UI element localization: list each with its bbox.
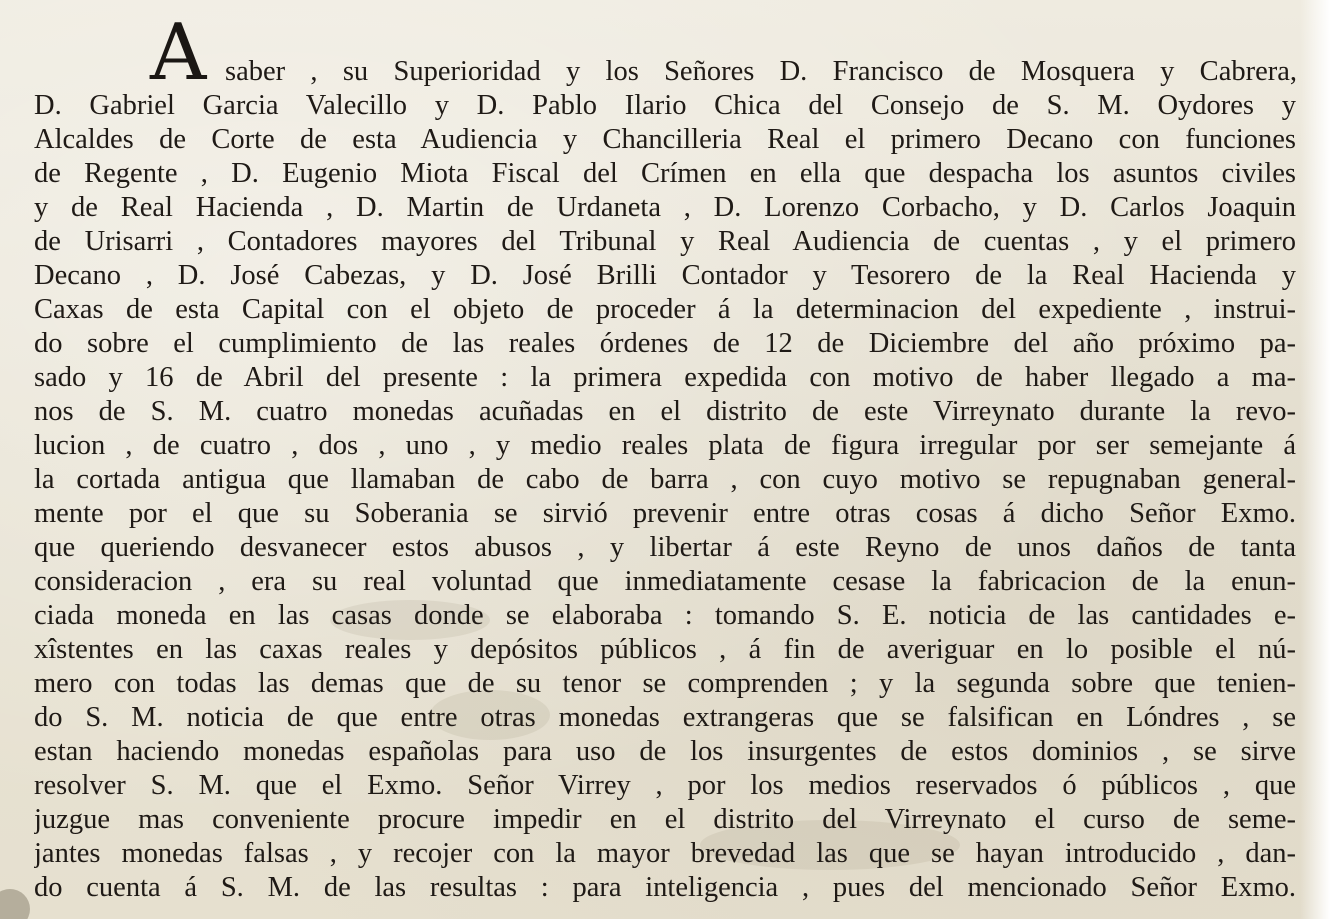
text-line: nos de S. M. cuatro monedas acuñadas en el distrito de este Virreynato durante la revo- [34, 396, 1296, 427]
text-line: juzgue mas conveniente procure impedir en el distrito del Virreynato el curso de seme- [34, 804, 1296, 835]
text-line: saber , su Superioridad y los Señores D. Francisco de Mosquera y Cabrera, [225, 56, 1297, 87]
text-line: Decano , D. José Cabezas, y D. José Brilli Contador y Tesorero de la Real Hacienda y [34, 260, 1296, 291]
text-line: D. Gabriel Garcia Valecillo y D. Pablo Ilario Chica del Consejo de S. M. Oydores y [34, 90, 1296, 121]
text-line: mente por el que su Soberania se sirvió prevenir entre otras cosas á dicho Señor Exmo. [34, 498, 1296, 529]
text-line: do cuenta á S. M. de las resultas : para inteligencia , pues del mencionado Señor Exmo. [34, 872, 1296, 903]
text-line: la cortada antigua que llamaban de cabo de barra , con cuyo motivo se repugnaban general- [34, 464, 1296, 495]
text-line: Alcaldes de Corte de esta Audiencia y Chancilleria Real el primero Decano con funciones [34, 124, 1296, 155]
text-line: sado y 16 de Abril del presente : la primera expedida con motivo de haber llegado a ma- [34, 362, 1296, 393]
text-line: que queriendo desvanecer estos abusos , y libertar á este Reyno de unos daños de tanta [34, 532, 1296, 563]
text-line: de Regente , D. Eugenio Miota Fiscal del Crímen en ella que despacha los asuntos civiles [34, 158, 1296, 189]
corner-stain [0, 889, 30, 919]
text-line: ciada moneda en las casas donde se elaboraba : tomando S. E. noticia de las cantidades e- [34, 600, 1296, 631]
text-line: lucion , de cuatro , dos , uno , y medio reales plata de figura irregular por ser semejante á [34, 430, 1296, 461]
text-line: y de Real Hacienda , D. Martin de Urdaneta , D. Lorenzo Corbacho, y D. Carlos Joaquin [34, 192, 1296, 223]
text-line: Caxas de esta Capital con el objeto de proceder á la determinacion del expediente , instrui- [34, 294, 1296, 325]
text-line: consideracion , era su real voluntad que inmediatamente cesase la fabricacion de la enun- [34, 566, 1296, 597]
drop-cap: A [150, 8, 207, 98]
text-line: mero con todas las demas que de su tenor se comprenden ; y la segunda sobre que tenien- [34, 668, 1296, 699]
text-line: resolver S. M. que el Exmo. Señor Virrey , por los medios reservados ó públicos , que [34, 770, 1296, 801]
text-line: do S. M. noticia de que entre otras monedas extrangeras que se falsifican en Lóndres , se [34, 702, 1296, 733]
text-line: jantes monedas falsas , y recojer con la mayor brevedad las que se hayan introducido , dan- [34, 838, 1296, 869]
text-line: xîstentes en las caxas reales y depósitos públicos , á fin de averiguar en lo posible el nú- [34, 634, 1296, 665]
text-line: do sobre el cumplimiento de las reales órdenes de 12 de Diciembre del año próximo pa- [34, 328, 1296, 359]
text-line: estan haciendo monedas españolas para uso de los insurgentes de estos dominios , se sirve [34, 736, 1296, 767]
page-edge [1300, 0, 1330, 919]
text-line: de Urisarri , Contadores mayores del Tribunal y Real Audiencia de cuentas , y el primero [34, 226, 1296, 257]
